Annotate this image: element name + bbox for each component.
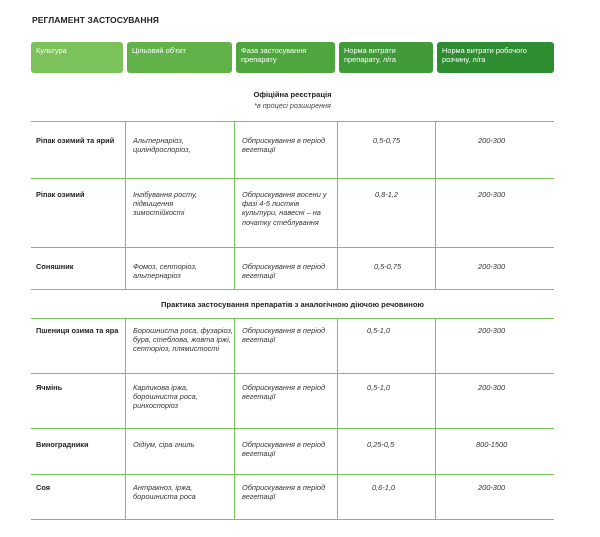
row-divider bbox=[31, 373, 554, 374]
column-header-target: Цільовий об'єкт bbox=[127, 42, 232, 73]
column-divider bbox=[125, 318, 126, 519]
table-cell-phase: Обприскування в період вегетації bbox=[242, 326, 326, 345]
table-cell-solution: 200-300 bbox=[478, 190, 506, 199]
table-cell-rate: 0,8-1,2 bbox=[375, 190, 399, 199]
table-cell-solution: 800-1500 bbox=[476, 440, 508, 449]
column-divider bbox=[125, 121, 126, 289]
table-cell-solution: 200-300 bbox=[478, 136, 506, 145]
table-cell-target: Фомоз, септоріоз, альтернаріоз bbox=[133, 262, 197, 281]
table-cell-solution: 200-300 bbox=[478, 326, 506, 335]
section-title-practice: Практика застосування препаратів з аналогічною діючою речовиною bbox=[161, 300, 424, 309]
section-title-official: Офіційна реєстрація bbox=[253, 90, 332, 99]
column-divider bbox=[234, 121, 235, 289]
table-cell-target: Інгібування росту, підвищення зимостійкості bbox=[133, 190, 198, 218]
table-cell-crop: Ячмінь bbox=[36, 383, 63, 392]
table-cell-crop: Ріпак озимий та ярий bbox=[36, 136, 115, 145]
column-header-rate: Норма витрати препарату, л/га bbox=[339, 42, 433, 73]
table-cell-solution: 200-300 bbox=[478, 483, 506, 492]
row-divider bbox=[31, 519, 554, 520]
row-divider bbox=[31, 474, 554, 475]
table-cell-solution: 200-300 bbox=[478, 262, 506, 271]
column-divider bbox=[435, 121, 436, 289]
table-cell-crop: Ріпак озимий bbox=[36, 190, 85, 199]
table-cell-phase: Обприскування в період вегетації bbox=[242, 483, 326, 502]
section-note-official: *в процесі розширення bbox=[254, 101, 331, 110]
table-cell-phase: Обприскування в період вегетації bbox=[242, 440, 326, 459]
column-header-crop: Культура bbox=[31, 42, 123, 73]
row-divider bbox=[31, 178, 554, 179]
table-cell-target: Карликова іржа, борошниста роса, ринхоспоріоз bbox=[133, 383, 198, 411]
row-divider bbox=[31, 247, 554, 248]
table-cell-rate: 0,6-1,0 bbox=[372, 483, 396, 492]
table-cell-phase: Обприскування в період вегетації bbox=[242, 136, 326, 155]
column-header-solution: Норма витрати робочого розчину, л/га bbox=[437, 42, 554, 73]
table-cell-phase: Обприскування в період вегетації bbox=[242, 383, 326, 402]
row-divider bbox=[31, 318, 554, 319]
table-cell-crop: Соя bbox=[36, 483, 51, 492]
table-cell-rate: 0,5-0,75 bbox=[374, 262, 402, 271]
table-cell-crop: Соняшник bbox=[36, 262, 74, 271]
table-cell-crop: Виноградники bbox=[36, 440, 89, 449]
table-cell-rate: 0,5-0,75 bbox=[373, 136, 401, 145]
table-cell-rate: 0,25-0,5 bbox=[367, 440, 395, 449]
row-divider bbox=[31, 428, 554, 429]
table-cell-rate: 0,5-1,0 bbox=[367, 326, 391, 335]
table-cell-target: Антракноз, іржа, борошниста роса bbox=[133, 483, 196, 502]
column-divider bbox=[234, 318, 235, 519]
column-divider bbox=[337, 121, 338, 289]
column-header-phase: Фаза застосування препарату bbox=[236, 42, 335, 73]
table-cell-crop: Пшениця озима та яра bbox=[36, 326, 119, 335]
table-cell-target: Борошниста роса, фузаріоз, бура, стеблова, жовта іржі, септоріоз, плямистості bbox=[133, 326, 233, 354]
column-divider bbox=[435, 318, 436, 519]
table-cell-target: Альтернаріоз, циліндроспоріоз, bbox=[133, 136, 191, 155]
row-divider bbox=[31, 289, 554, 290]
row-divider bbox=[31, 121, 554, 122]
column-divider bbox=[337, 318, 338, 519]
table-cell-rate: 0,5-1,0 bbox=[367, 383, 391, 392]
table-cell-solution: 200-300 bbox=[478, 383, 506, 392]
table-cell-target: Оідіум, сіра гниль bbox=[133, 440, 195, 449]
page-title: РЕГЛАМЕНТ ЗАСТОСУВАННЯ bbox=[32, 15, 160, 25]
table-cell-phase: Обприскування в період вегетації bbox=[242, 262, 326, 281]
table-cell-phase: Обприскування восени у фазі 4-5 листків культури, навесні – на початку стеблування bbox=[242, 190, 327, 227]
